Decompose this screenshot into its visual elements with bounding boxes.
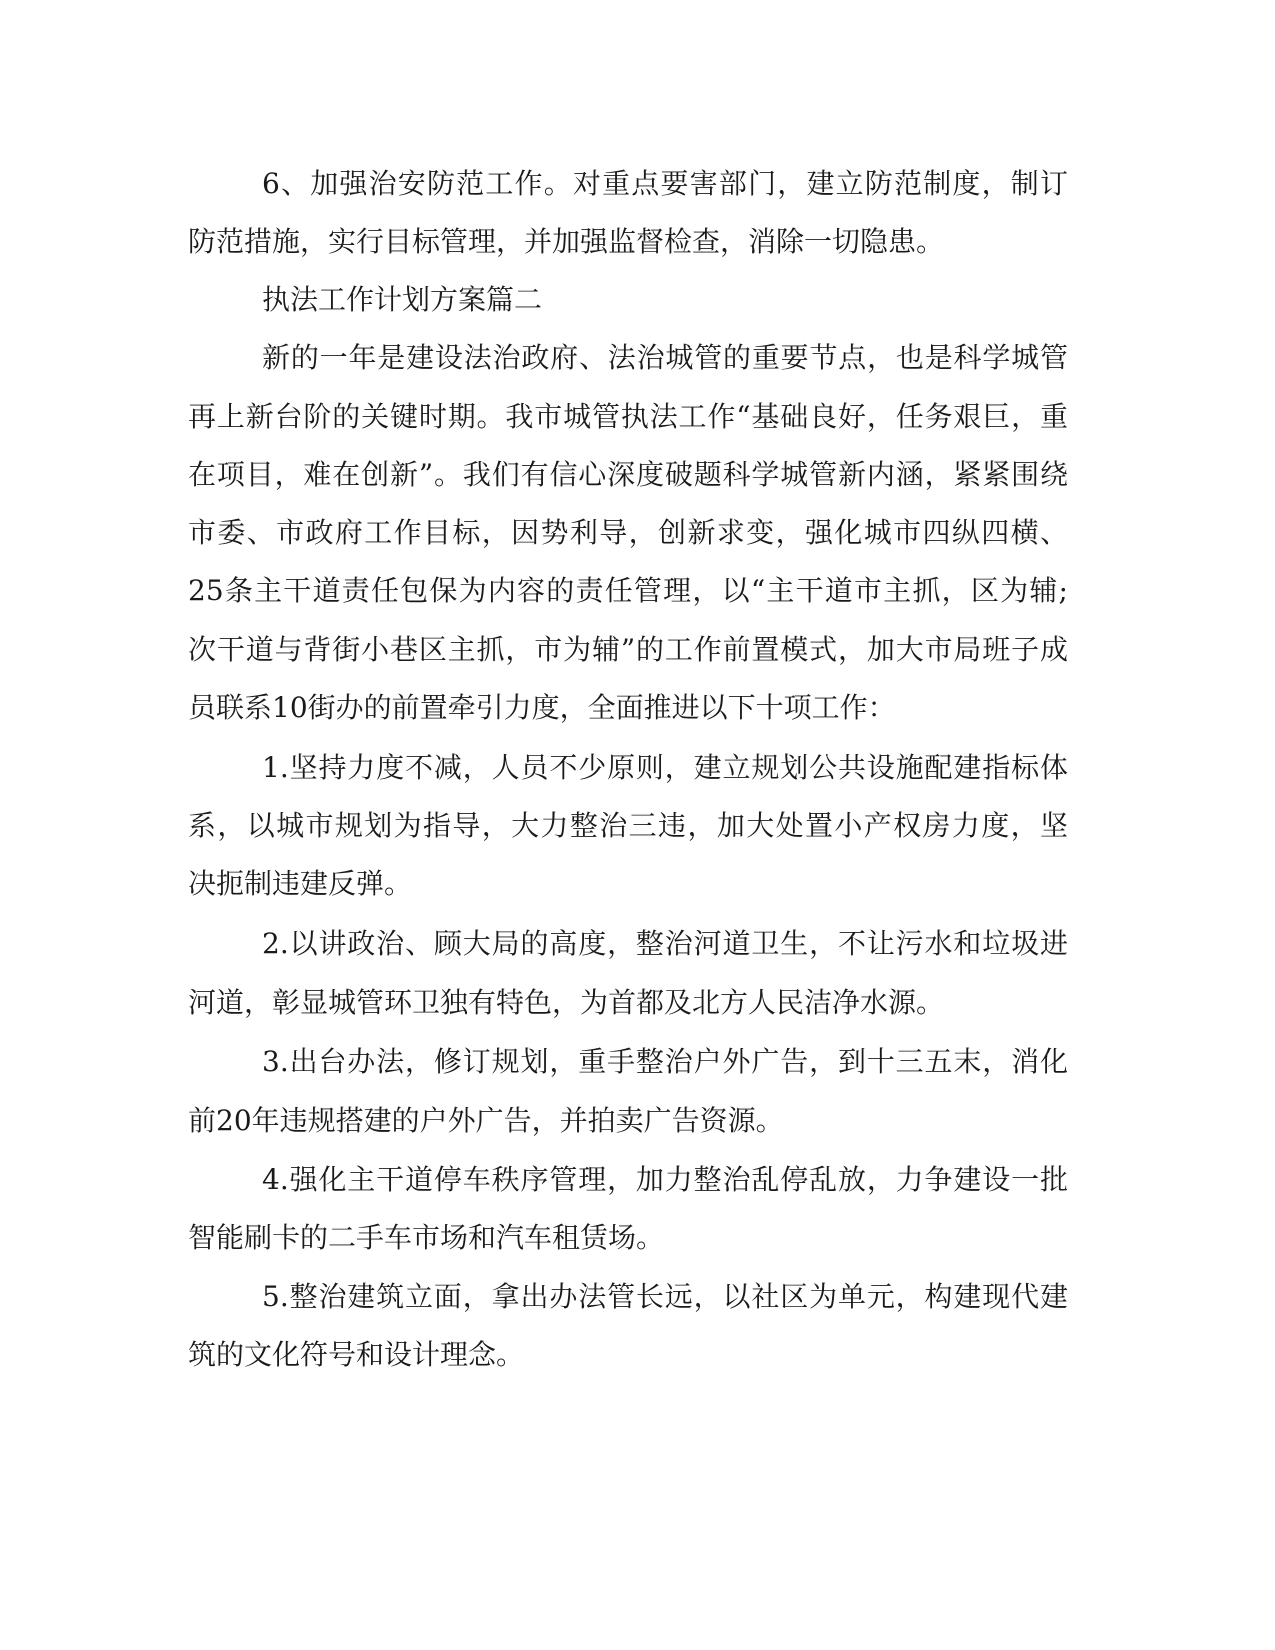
text-line: 6、加强治安防范工作。对重点要害部门，建立防范制度，制订 xyxy=(262,167,1068,200)
list-item-1-line: 决扼制违建反弹。 xyxy=(188,867,413,900)
list-item-3-line: 前20年违规搭建的户外广告，并拍卖广告资源。 xyxy=(188,1104,784,1137)
list-item-1-line: 系，以城市规划为指导，大力整治三违，加大处置小产权房力度，坚 xyxy=(188,809,1068,842)
text-line: 防范措施，实行目标管理，并加强监督检查，消除一切隐患。 xyxy=(188,225,945,258)
list-item-4-line: 4.强化主干道停车秩序管理，加力整治乱停乱放，力争建设一批 xyxy=(262,1163,1068,1196)
text-line: 市委、市政府工作目标，因势利导，创新求变，强化城市四纵四横、 xyxy=(188,516,1068,549)
text-line: 员联系10街办的前置牵引力度，全面推进以下十项工作： xyxy=(188,691,896,724)
list-item-1-line: 1.坚持力度不减，人员不少原则，建立规划公共设施配建指标体 xyxy=(262,751,1068,784)
list-item-5-line: 筑的文化符号和设计理念。 xyxy=(188,1338,525,1371)
list-item-4-line: 智能刷卡的二手车市场和汽车租赁场。 xyxy=(188,1221,665,1254)
text-line: 在项目，难在创新”。我们有信心深度破题科学城管新内涵，紧紧围绕 xyxy=(188,458,1068,491)
list-item-3-line: 3.出台办法，修订规划，重手整治户外广告，到十三五末，消化 xyxy=(262,1045,1068,1078)
text-line: 新的一年是建设法治政府、法治城管的重要节点，也是科学城管 xyxy=(262,341,1068,374)
text-line: 再上新台阶的关键时期。我市城管执法工作“基础良好，任务艰巨，重 xyxy=(188,400,1068,433)
text-line: 25条主干道责任包保为内容的责任管理，以“主干道市主抓，区为辅; xyxy=(188,574,1068,607)
text-line: 次干道与背街小巷区主抓，市为辅”的工作前置模式，加大市局班子成 xyxy=(188,633,1068,666)
list-item-5-line: 5.整治建筑立面，拿出办法管长远，以社区为单元，构建现代建 xyxy=(262,1280,1068,1313)
list-item-2-line: 2.以讲政治、顾大局的高度，整治河道卫生，不让污水和垃圾进 xyxy=(262,927,1068,960)
list-item-2-line: 河道，彰显城管环卫独有特色，为首都及北方人民洁净水源。 xyxy=(188,986,945,1019)
section-heading: 执法工作计划方案篇二 xyxy=(262,283,543,316)
